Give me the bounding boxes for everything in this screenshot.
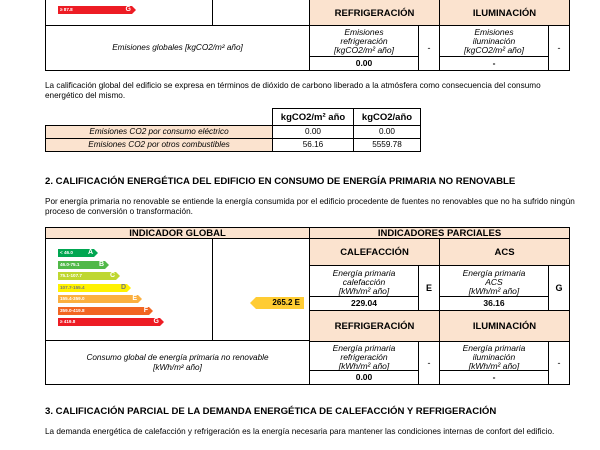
top-iluminacion-header: ILUMINACIÓN [439,0,570,26]
energy-bar-letter: C [109,272,115,279]
iluminacion-header: ILUMINACIÓN [439,310,570,342]
top-ilum-letter: - [548,25,570,71]
calefaccion-value: 229.04 [309,296,419,311]
co2-col1-header: kgCO2/m² año [272,108,354,126]
energy-bar-a [58,249,94,257]
energy-bar-range: ≥ 419.8 [60,319,76,324]
iluminacion-letter: - [548,341,570,385]
section-3-title: 3. CALIFICACIÓN PARCIAL DE LA DEMANDA ENERGÉTICA DE CALEFACCIÓN Y REFRIGERACIÓN [45,406,497,417]
top-refrig-desc-cell: Emisiones refrigeración [kgCO2/m² año] [309,25,419,57]
top-ilum-value: - [439,56,549,71]
top-ilum-desc-cell: Emisiones iluminación [kgCO2/m² año] [439,25,549,57]
iluminacion-desc-cell: Energía primaria iluminación [kWh/m² año] [439,341,549,371]
bar-g-letter: G [125,6,131,13]
co2-row-electrico-v1: 0.00 [272,125,354,139]
refrigeracion-letter: - [418,341,440,385]
acs-value: 36.16 [439,296,549,311]
refrigeracion-value: 0.00 [309,370,419,385]
co2-row-combustibles-v1: 56.16 [272,138,354,152]
co2-paragraph: La calificación global del edificio se expresa en términos de dióxido de carbono liberado a la atmósfera como consecuencia del consumo energético del mismo. [45,81,541,100]
refrigeracion-desc-cell: Energía primaria refrigeración [kWh/m² año] [309,341,419,371]
energy-bar-b [58,261,105,269]
energy-bar-letter: A [87,249,93,256]
energy-bar-range: 75.1-107.7 [60,273,82,278]
top-refrig-letter: - [418,25,440,71]
global-rating-arrow [256,297,304,309]
energy-bar-letter: B [98,260,104,268]
energy-bar-g [58,318,160,326]
energy-bar-range: < 46.0 [60,250,73,255]
energy-bar-range: 46.0-75.1 [60,261,80,267]
energy-bar-e [58,295,138,303]
global-rating-value: 265.2 E [272,298,300,307]
energy-bar-letter: D [120,283,126,291]
energy-bar-range: 359.0-419.8 [60,307,85,313]
section-2-paragraph: Por energía primaria no renovable se entiende la energía consumida por el edificio procedente de fuentes no renovables que no ha sufrido ningún proceso de conversión o transformación. [45,197,575,216]
energy-bar-range: 155.4-359.0 [60,296,85,301]
calefaccion-header: CALEFACCIÓN [309,238,440,266]
calefaccion-letter: E [418,265,440,311]
energy-bar-range: 107.7-155.4 [60,284,85,290]
consumo-global-cell: Consumo global de energía primaria no renovable [kWh/m² año] [45,340,310,385]
section-2-title: 2. CALIFICACIÓN ENERGÉTICA DEL EDIFICIO EN CONSUMO DE ENERGÍA PRIMARIA NO RENOVABLE [45,176,516,187]
indicador-global-value-cell [212,238,310,341]
energy-bar-letter: F [143,306,148,314]
acs-desc-cell: Energía primaria ACS [kWh/m² año] [439,265,549,297]
acs-header: ACS [439,238,570,266]
indicadores-parciales-header: INDICADORES PARCIALES [309,227,570,239]
section-3-paragraph: La demanda energética de calefacción y refrigeración es la energía necesaria para mantener las condiciones internas de confort del edificio. [45,427,555,436]
co2-row-combustibles-label: Emisiones CO2 por otros combustibles [45,138,273,152]
top-refrigeracion-header: REFRIGERACIÓN [309,0,440,26]
co2-col2-header: kgCO2/año [353,108,421,126]
energy-bar-f [58,307,149,315]
top-global-gap [212,0,310,26]
indicador-global-header: INDICADOR GLOBAL [45,227,310,239]
emisiones-globales-label: Emisiones globales [kgCO2/m² año] [112,43,243,52]
co2-row-combustibles-v2: 5559.78 [353,138,421,152]
bar-g-range: ≥ 87.8 [60,7,73,12]
energy-bar-d [58,284,127,292]
energy-bar-letter: E [132,295,137,302]
energy-bar-letter: G [153,318,159,325]
calefaccion-desc-cell: Energía primaria calefacción [kWh/m² año] [309,265,419,297]
co2-row-electrico-label: Emisiones CO2 por consumo eléctrico [45,125,273,139]
acs-letter: G [548,265,570,311]
top-emisiones-globales-cell [45,25,310,71]
energy-bar-c [58,272,116,280]
top-bar-g [58,6,132,14]
iluminacion-value: - [439,370,549,385]
top-refrig-value: 0.00 [309,56,419,71]
refrigeracion-header: REFRIGERACIÓN [309,310,440,342]
co2-row-electrico-v2: 0.00 [353,125,421,139]
